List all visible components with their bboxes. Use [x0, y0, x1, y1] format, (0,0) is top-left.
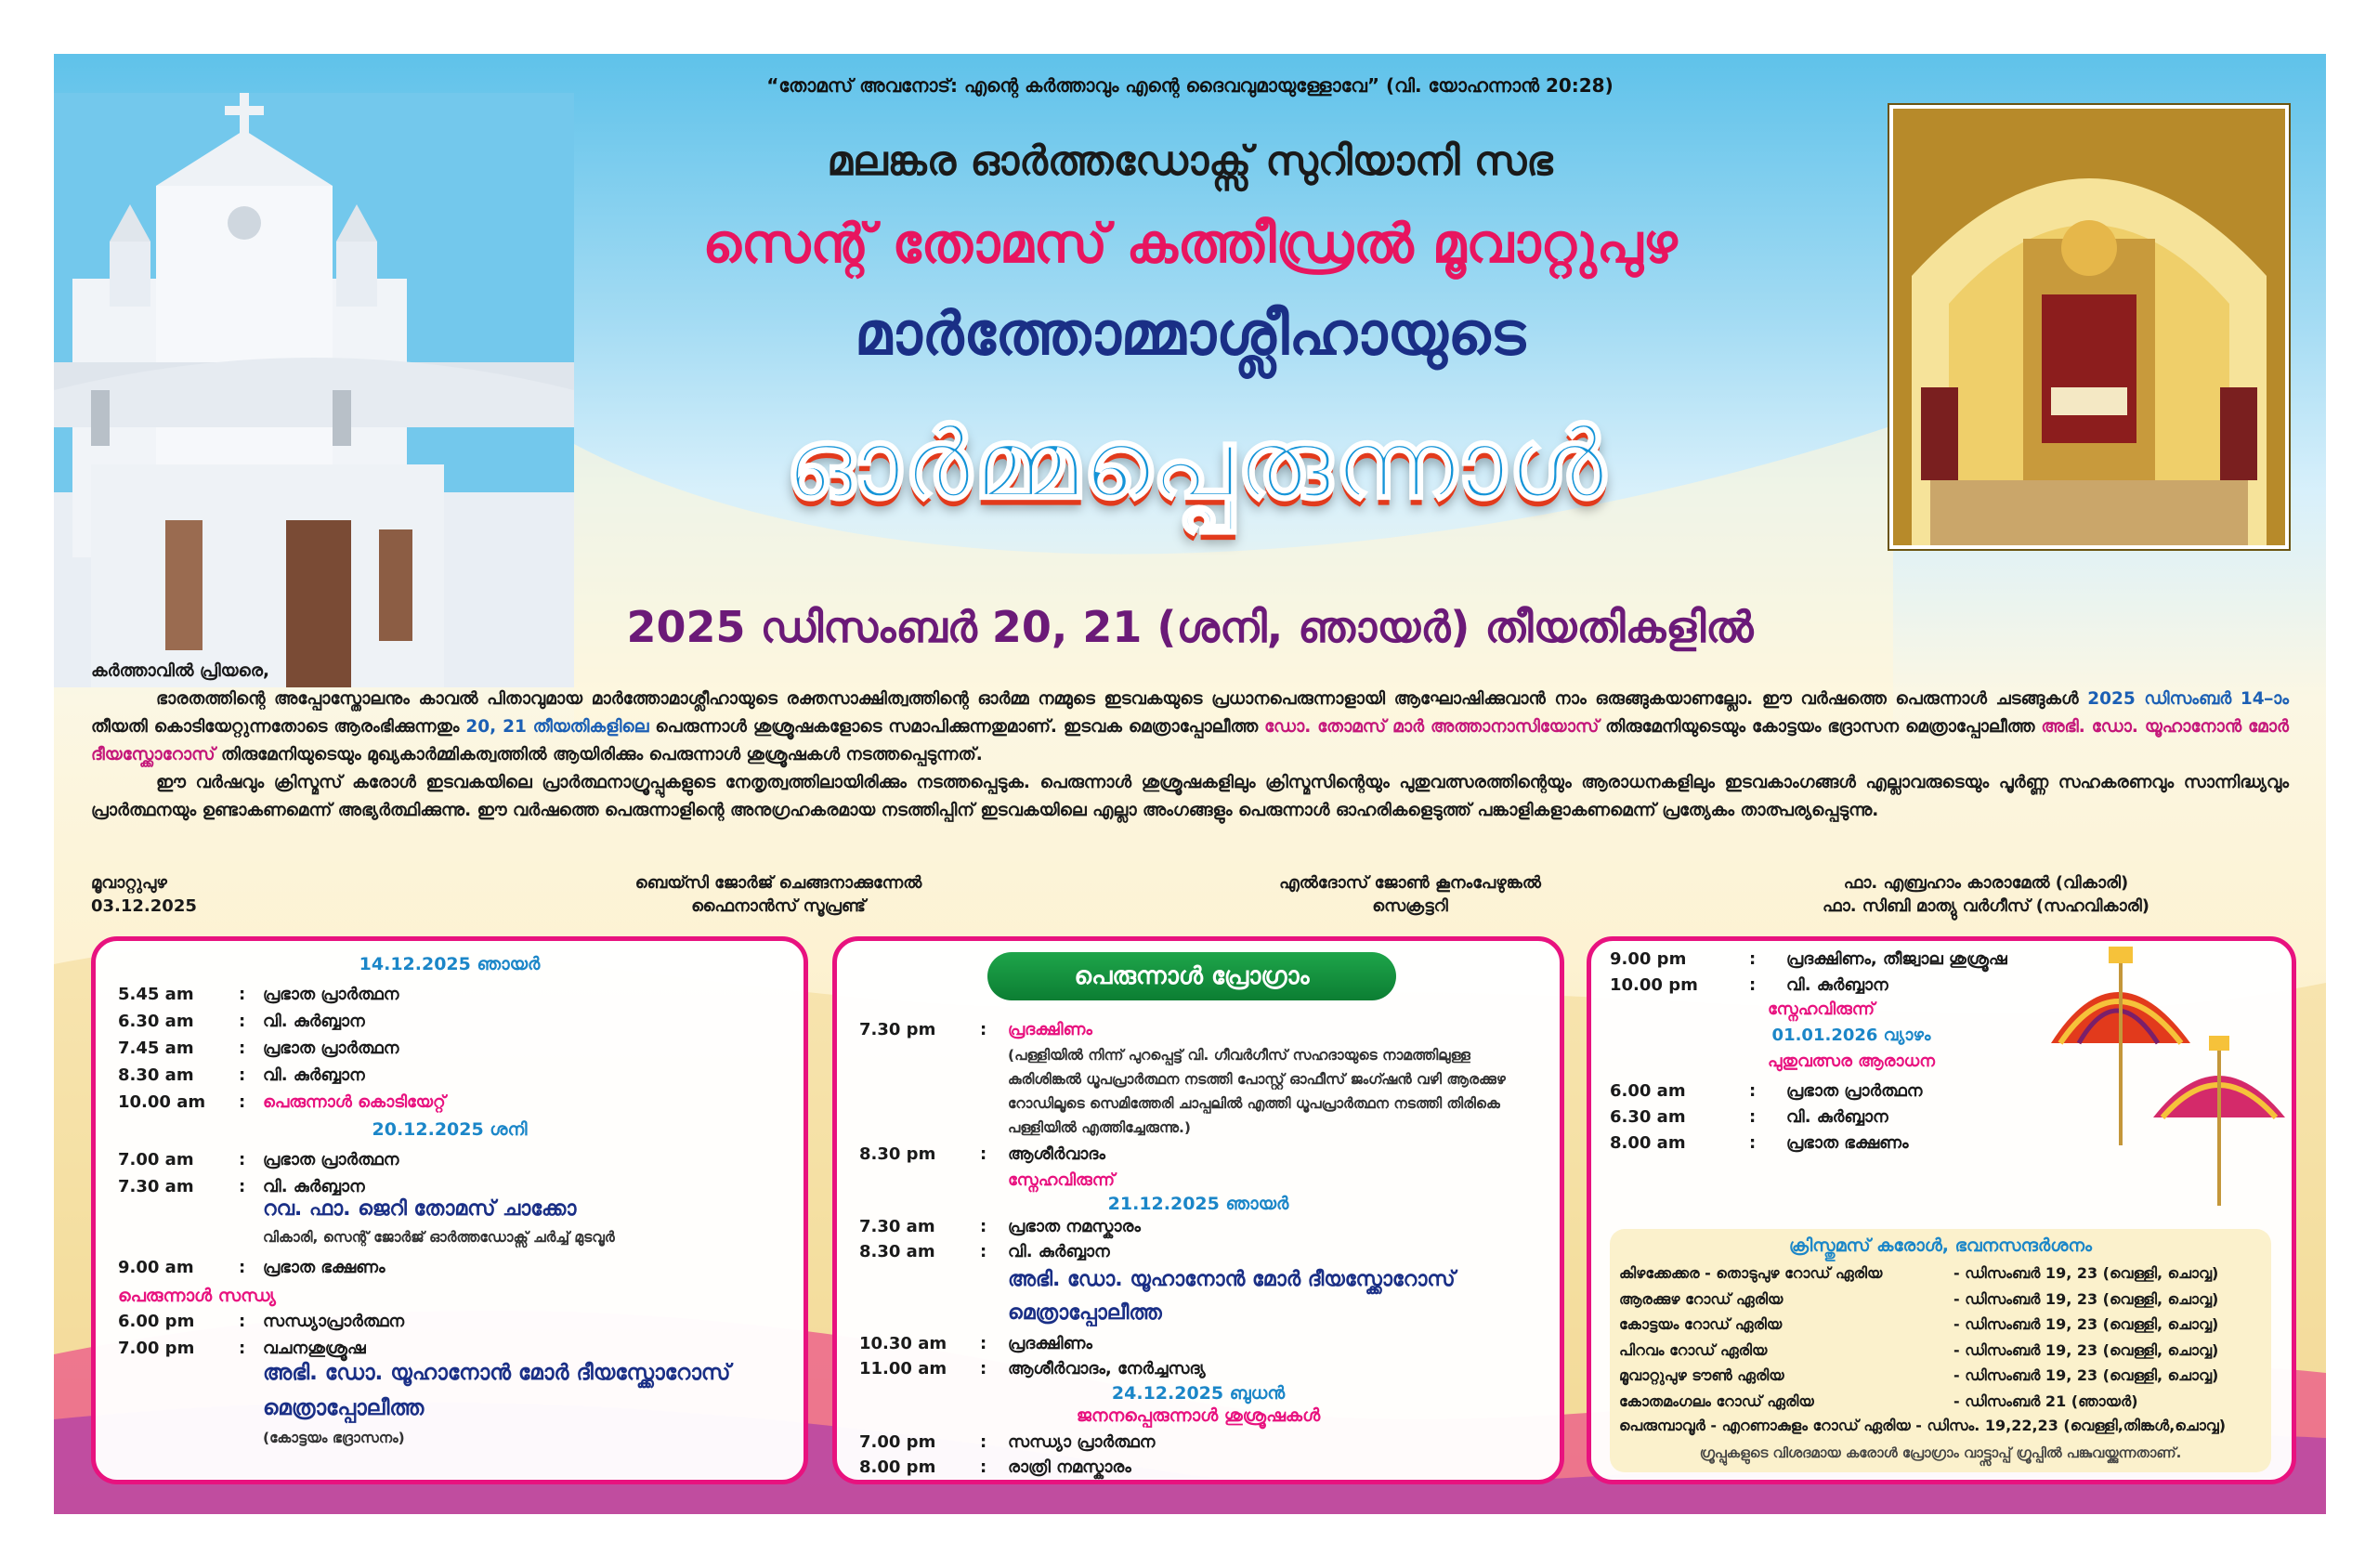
- row-event: രാത്രി നമസ്കാരം: [1008, 1457, 1131, 1477]
- letter-highlight-date: 20, 21 തീയതികളിലെ: [465, 717, 649, 737]
- schedule-box-2: [832, 936, 1564, 1484]
- day-heading: 20.12.2025 ശനി: [372, 1119, 528, 1140]
- row-event: വി. കുർബ്ബാന: [263, 1012, 365, 1031]
- row-event: പ്രദക്ഷിണം, തീജ്വാല ശുശ്രൂഷ: [1786, 949, 2007, 969]
- row-colon: :: [980, 1359, 987, 1379]
- celebrant-name: റവ. ഫാ. ജെറി തോമസ് ചാക്കോ: [263, 1197, 577, 1221]
- row-event: പ്രഭാത പ്രാർത്ഥന: [263, 985, 399, 1004]
- row-colon: :: [239, 1012, 246, 1031]
- row-time: 11.00 am: [859, 1359, 947, 1379]
- letter-paragraph-2: ഈ വർഷവും ക്രിസ്മസ് കരോൾ ഇടവകയിലെ പ്രാർത്ഥനാഗ്രൂപ്പുകളുടെ നേതൃത്വത്തിലായിരിക്കും നടത്തപ്പെടുക. പെരുന്നാൾ ശുശ്രൂഷകളിലും ക്രിസ്മസിന്റെയും പുതുവത്സരത്തിന്റെയും ആരാധനകളിലും ഇടവകാംഗങ്ങൾ എല്ലാവരുടെയും പൂർണ്ണ സഹകരണവും സാന്നിദ്ധ്യവും പ്രാർത്ഥനയും ഉണ്ടാകണമെന്ന് അഭ്യർത്ഥിക്കുന്നു. ഈ വർഷത്തെ പെരുന്നാളിന്റെ അനുഗ്രഹകരമായ നടത്തിപ്പിന് ഇടവകയിലെ എല്ലാ അംഗങ്ങളും പെരുന്നാൾ ഓഹരികളെടുത്ത് പങ്കാളികളാകണമെന്ന് പ്രത്യേകം താത്പര്യപ്പെടുന്നു.: [91, 773, 2289, 820]
- row-time: 7.00 am: [118, 1150, 194, 1169]
- row-event: പ്രഭാത നമസ്കാരം: [1008, 1217, 1141, 1236]
- row-colon: :: [239, 1039, 246, 1058]
- row-event: സന്ധ്യാ പ്രാർത്ഥന: [1008, 1432, 1156, 1452]
- row-event: സന്ധ്യാപ്രാർത്ഥന: [263, 1312, 405, 1331]
- row-time: 10.30 am: [859, 1334, 947, 1353]
- celebrant-title: മെത്രാപ്പോലീത്ത: [1008, 1301, 1162, 1325]
- letter-highlight-name: അഭി. ഡോ. യൂഹാനോൻ മോർ ദീയസ്ക്കോറോസ്: [91, 717, 2289, 764]
- carol-area: മൂവാറ്റുപുഴ ടൗൺ ഏരിയ: [1619, 1366, 1784, 1384]
- evening-heading: പെരുന്നാൾ സന്ധ്യ: [118, 1286, 276, 1306]
- row-colon: :: [239, 1177, 246, 1196]
- signature-finance: [537, 871, 1020, 918]
- sign-date: 03.12.2025: [91, 896, 197, 916]
- carol-schedule: [1610, 1229, 2271, 1472]
- row-time: 7.45 am: [118, 1039, 194, 1058]
- christmas-service-heading: ജനനപ്പെരുന്നാൾ ശുശ്രൂഷകൾ: [1076, 1405, 1321, 1426]
- row-event: പ്രഭാത പ്രാർത്ഥന: [263, 1039, 399, 1058]
- letter-highlight-name: ഡോ. തോമസ് മാർ അത്താനാസിയോസ്: [1264, 717, 1600, 737]
- celebrant-info: വികാരി, സെന്റ് ജോർജ് ഓർത്തഡോക്സ് ചർച്ച് മുടവൂർ: [263, 1229, 615, 1246]
- festival-poster: [54, 54, 2326, 1514]
- sign-name: ഫാ. എബ്രഹാം കാരാമേൽ (വികാരി): [1843, 873, 2129, 893]
- festival-dates: 2025 ഡിസംബർ 20, 21 (ശനി, ഞായർ) തീയതികളിൽ: [626, 602, 1754, 652]
- row-colon: :: [239, 1339, 246, 1358]
- row-time: 8.30 pm: [859, 1144, 936, 1164]
- carol-area: കോതമംഗലം റോഡ് ഏരിയ: [1619, 1392, 1814, 1410]
- row-event: പ്രഭാത ഭക്ഷണം: [1786, 1133, 1909, 1153]
- row-colon: :: [980, 1242, 987, 1261]
- schedule-box-3: [1587, 936, 2296, 1484]
- sign-role: ഫാ. സിബി മാത്യു വർഗീസ് (സഹവികാരി): [1823, 896, 2149, 916]
- carol-area: കോട്ടയം റോഡ് ഏരിയ: [1619, 1315, 1783, 1333]
- row-colon: :: [980, 1020, 987, 1039]
- row-time: 8.30 am: [118, 1065, 194, 1085]
- festival-title: ഓർമ്മപ്പെരുന്നാൾ: [785, 407, 1608, 520]
- row-colon: :: [980, 1457, 987, 1477]
- row-colon: :: [980, 1144, 987, 1164]
- row-colon: :: [239, 1258, 246, 1277]
- carol-date: - ഡിസംബർ 19, 23 (വെള്ളി, ചൊവ്വ): [1953, 1289, 2219, 1308]
- row-event: പ്രഭാത ഭക്ഷണം: [263, 1258, 385, 1277]
- carol-date: - ഡിസംബർ 19, 23 (വെള്ളി, ചൊവ്വ): [1953, 1315, 2219, 1333]
- row-time: 5.45 am: [118, 985, 194, 1004]
- sign-name: ബെയ്സി ജോർജ് ചെങ്ങനാക്കുന്നേൽ: [634, 873, 922, 893]
- row-time: 8.00 am: [1610, 1133, 1686, 1153]
- carol-area: ആരക്കുഴ റോഡ് ഏരിയ: [1619, 1289, 1784, 1308]
- letter-greeting: കർത്താവിൽ പ്രിയരെ,: [91, 661, 270, 681]
- letter-text: തീയതി കൊടിയേറ്റുന്നതോടെ ആരംഭിക്കുന്നതും: [91, 717, 460, 737]
- sign-name: എൽദോസ് ജോൺ കൂനംപേഴുങ്കൽ: [1279, 873, 1541, 893]
- carol-title: ക്രിസ്തുമസ് കരോൾ, ഭവനസന്ദർശനം: [1789, 1235, 2092, 1256]
- row-colon: :: [980, 1432, 987, 1452]
- row-event: ആശീർവാദം, നേർച്ചസദ്യ: [1008, 1359, 1206, 1379]
- row-event: വി. കുർബ്ബാന: [1008, 1242, 1110, 1261]
- sign-role: സെക്രട്ടറി: [1372, 896, 1448, 916]
- letter-paragraph-1: [91, 686, 2289, 769]
- row-time: 7.00 pm: [118, 1339, 195, 1358]
- row-colon: :: [239, 1065, 246, 1085]
- signature-vicar: [1726, 871, 2246, 918]
- umbrella-illustration: [2042, 941, 2293, 1210]
- carol-date: - ഡിസംബർ 19, 23 (വെള്ളി, ചൊവ്വ): [1953, 1264, 2219, 1282]
- row-colon: :: [239, 985, 246, 1004]
- signature-secretary: [1169, 871, 1652, 918]
- feast-dinner: സ്നേഹവിരുന്ന്: [1008, 1170, 1116, 1190]
- row-colon: :: [1749, 1107, 1757, 1127]
- day-heading: 21.12.2025 ഞായർ: [1107, 1194, 1289, 1214]
- row-event: വചനശുശ്രൂഷ: [263, 1339, 366, 1358]
- row-time: 6.00 pm: [118, 1312, 195, 1331]
- row-colon: :: [980, 1217, 987, 1236]
- row-event: പ്രഭാത പ്രാർത്ഥന: [263, 1150, 399, 1169]
- carol-area: പിറവം റോഡ് ഏരിയ: [1619, 1340, 1768, 1359]
- church-body-title: മലങ്കര ഓർത്തഡോക്സ് സുറിയാനി സഭ: [827, 137, 1553, 185]
- row-time: 8.00 pm: [859, 1457, 936, 1477]
- row-event: പെരുന്നാൾ കൊടിയേറ്റ്: [263, 1092, 446, 1112]
- row-event: പ്രദക്ഷിണം: [1008, 1334, 1092, 1353]
- day-heading: 24.12.2025 ബുധൻ: [1111, 1383, 1286, 1404]
- row-colon: :: [239, 1312, 246, 1331]
- sign-place: മൂവാറ്റുപുഴ: [91, 873, 167, 893]
- row-time: 7.00 pm: [859, 1432, 936, 1452]
- cathedral-title: സെന്റ് തോമസ് കത്തീഡ്രൽ മൂവാറ്റുപുഴ: [702, 212, 1678, 275]
- row-time: 8.30 am: [859, 1242, 935, 1261]
- row-event: വി. കുർബ്ബാന: [1786, 975, 1888, 995]
- row-event: വി. കുർബ്ബാന: [263, 1177, 365, 1196]
- row-time: 10.00 am: [118, 1092, 206, 1112]
- carol-date: - ഡിസംബർ 19, 23 (വെള്ളി, ചൊവ്വ): [1953, 1366, 2219, 1384]
- row-time: 6.30 am: [1610, 1107, 1686, 1127]
- letter-text: തിരുമേനിയുടെയും കോട്ടയം ഭദ്രാസന മെത്രാപ്പോലീത്ത: [1605, 717, 2035, 737]
- row-time: 7.30 pm: [859, 1020, 936, 1039]
- schedule-box-1: [91, 936, 808, 1484]
- letter-highlight-date: 2025 ഡിസംബർ 14–ാം: [2087, 689, 2290, 709]
- day-heading: 01.01.2026 വ്യാഴം: [1771, 1026, 1931, 1045]
- row-colon: :: [1749, 949, 1757, 969]
- row-time: 10.00 pm: [1610, 975, 1698, 995]
- carol-date: - ഡിസംബർ 19, 23 (വെള്ളി, ചൊവ്വ): [1953, 1340, 2219, 1359]
- bible-quote: “തോമസ് അവനോട്: എന്റെ കർത്താവും എന്റെ ദൈവവുമായുള്ളോവേ” (വി. യോഹന്നാൻ 20:28): [766, 74, 1614, 97]
- program-banner: പെരുന്നാൾ പ്രോഗ്രാം: [987, 952, 1396, 1000]
- speaker-name: അഭി. ഡോ. യൂഹാനോൻ മോർ ദീയസ്ക്കോറോസ്: [263, 1361, 731, 1385]
- row-event: വി. കുർബ്ബാന: [1786, 1107, 1888, 1127]
- row-colon: :: [980, 1334, 987, 1353]
- row-time: 6.00 am: [1610, 1081, 1686, 1101]
- saint-title: മാർത്തോമ്മാശ്ലീഹായുടെ: [854, 300, 1526, 369]
- row-time: 7.30 am: [118, 1177, 194, 1196]
- carol-date: - ഡിസംബർ 21 (ഞായർ): [1953, 1392, 2138, 1410]
- speaker-title: മെത്രാപ്പോലീത്ത: [263, 1396, 425, 1420]
- row-colon: :: [1749, 1133, 1757, 1153]
- row-colon: :: [1749, 975, 1757, 995]
- carol-area: കിഴക്കേക്കര - തൊടുപുഴ റോഡ് ഏരിയ: [1619, 1264, 1883, 1282]
- row-event: പ്രഭാത പ്രാർത്ഥന: [1786, 1081, 1923, 1101]
- row-colon: :: [239, 1092, 246, 1112]
- sign-role: ഫൈനാൻസ് സൂപ്രണ്ട്: [691, 896, 866, 916]
- day-heading: 14.12.2025 ഞായർ: [359, 954, 541, 974]
- row-time: 6.30 am: [118, 1012, 194, 1031]
- carol-row-last: പെരുമ്പാവൂർ - എറണാകുളം റോഡ് ഏരിയ - ഡിസം. 19,22,23 (വെള്ളി,തിങ്കൾ,ചൊവ്വ): [1619, 1417, 2227, 1434]
- letter-text: ഭാരതത്തിന്റെ അപ്പോസ്തോലനും കാവൽ പിതാവുമായ മാർത്തോമാശ്ലീഹായുടെ രക്തസാക്ഷിത്വത്തിന്റെ ഓർമ്മ നമ്മുടെ ഇടവകയുടെ പ്രധാനപെരുന്നാളായി ആഘോഷിക്കുവാൻ നാം ഒരുങ്ങുകയാണല്ലോ. ഈ വർഷത്തെ പെരുന്നാൾ ചടങ്ങുകൾ: [156, 689, 2079, 709]
- procession-desc: (പള്ളിയിൽ നിന്ന് പുറപ്പെട്ട് വി. ഗീവർഗീസ് സഹദായുടെ നാമത്തിലുള്ള കുരിശിങ്കൽ ധൂപപ്രാർത്ഥന നടത്തി പോസ്റ്റ് ഓഫീസ് ജംഗ്ഷൻ വഴി ആരക്കുഴ റോഡിലൂടെ സെമിത്തേരി ചാപ്പലിൽ എത്തി ധൂപപ്രാർത്ഥന നടത്തി തിരികെ പള്ളിയിൽ എത്തിച്ചേരുന്നു.): [1008, 1047, 1506, 1136]
- row-time: 7.30 am: [859, 1217, 935, 1236]
- row-colon: :: [1749, 1081, 1757, 1101]
- row-event: വി. കുർബ്ബാന: [263, 1065, 365, 1085]
- row-time: 9.00 pm: [1610, 949, 1687, 969]
- letter-text: തിരുമേനിയുടെയും മുഖ്യകാർമ്മികത്വത്തിൽ ആയിരിക്കും പെരുന്നാൾ ശുശ്രൂഷകൾ നടത്തപ്പെടുന്നത്.: [220, 745, 983, 764]
- celebrant-name: അഭി. ഡോ. യൂഹാനോൻ മോർ ദീയസ്ക്കോറോസ്: [1008, 1268, 1456, 1291]
- row-event: പ്രദക്ഷിണം: [1008, 1020, 1092, 1039]
- signature-place: [91, 871, 197, 918]
- row-colon: :: [239, 1150, 246, 1169]
- carol-note: ഗ്രൂപ്പുകളുടെ വിശദമായ കരോൾ പ്രോഗ്രാം വാട്ട്സാപ്പ് ഗ്രൂപ്പിൽ പങ്കുവയ്ക്കുന്നതാണ്.: [1699, 1444, 2182, 1461]
- letter-text: പെരുന്നാൾ ശുശ്രൂഷകളോടെ സമാപിക്കുന്നതുമാണ്. ഇടവക മെത്രാപ്പോലീത്ത: [655, 717, 1259, 737]
- row-time: 9.00 am: [118, 1258, 194, 1277]
- row-event: ആശീർവാദം: [1008, 1144, 1105, 1164]
- new-year-heading: പുതുവത്സര ആരാധന: [1768, 1052, 1935, 1071]
- speaker-info: (കോട്ടയം ഭദ്രാസനം): [263, 1430, 405, 1446]
- feast-dinner: സ്നേഹവിരുന്ന്: [1768, 1000, 1875, 1019]
- letter-body: [91, 658, 2289, 825]
